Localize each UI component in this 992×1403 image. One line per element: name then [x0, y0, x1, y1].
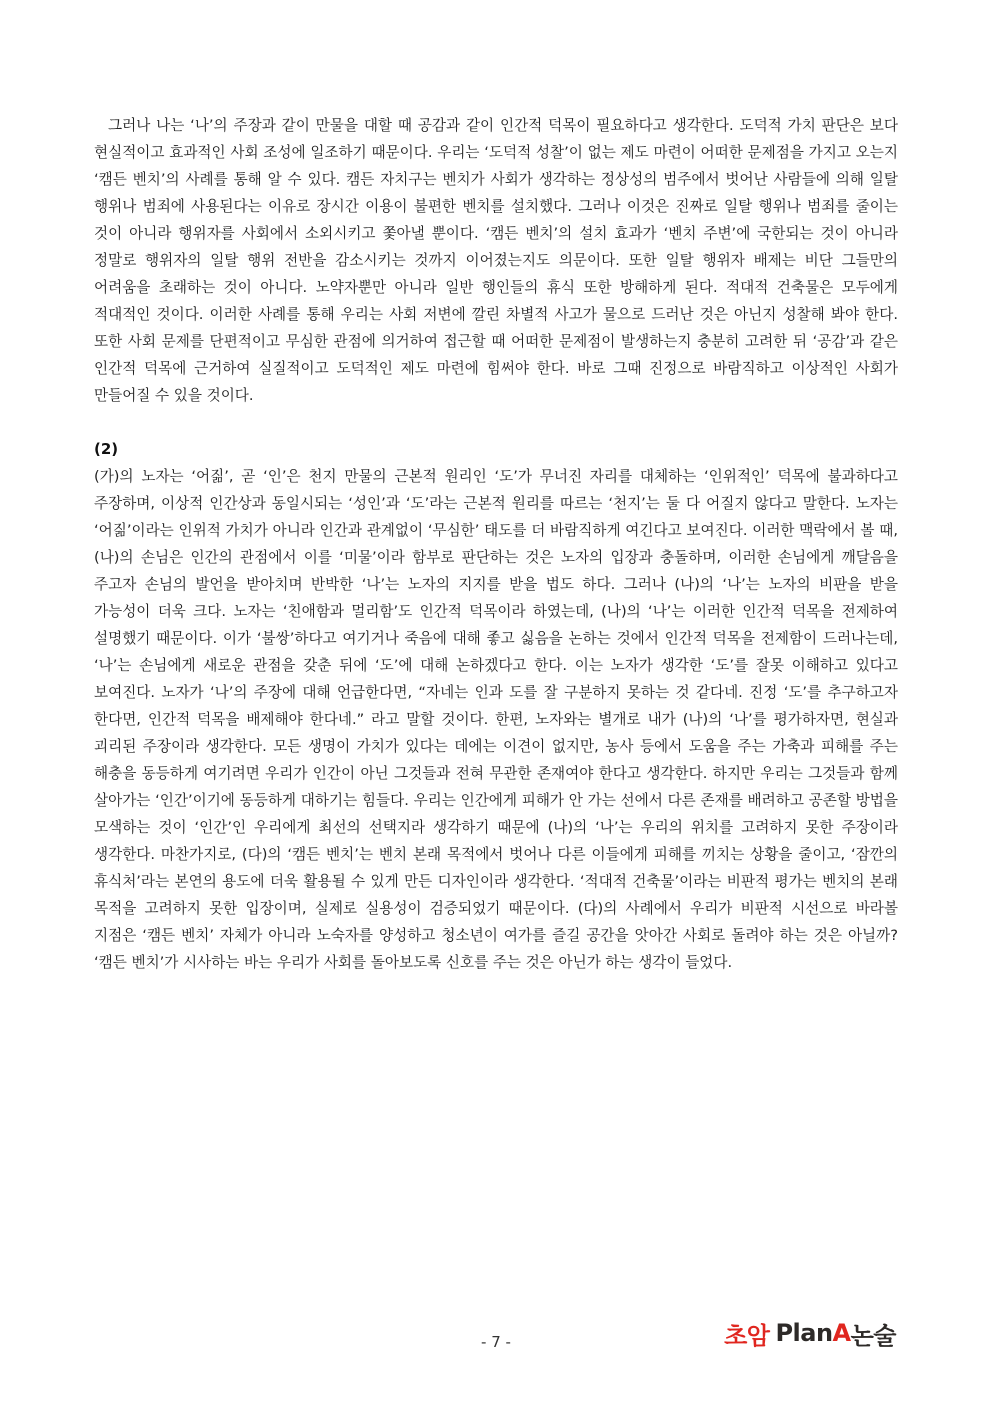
brand-logo-part-plan: Plan — [775, 1319, 833, 1347]
brand-logo — [724, 1313, 896, 1353]
brand-logo-part-a: A — [832, 1319, 851, 1347]
brand-logo-part-choam: 초암 — [724, 1321, 770, 1350]
section-label-2: (2) — [94, 439, 119, 458]
brand-logo-part-nonsul: 논술 — [850, 1321, 896, 1350]
page-number: - 7 - — [481, 1333, 511, 1351]
document-body — [94, 112, 898, 976]
paragraph-1: 그러나 나는 ‘나’의 주장과 같이 만물을 대할 때 공감과 같이 인간적 덕목이 필요하다고 생각한다. 도덕적 가치 판단은 보다 현실적이고 효과적인 사회 조성에 일조하기 때문이다. 우리는 ‘도덕적 성찰’이 없는 제도 마련이 어떠한 문제점을 가지고 오는지 ‘캠든 벤치’의 사례를 통해 알 수 있다. 캠든 자치구는 벤치가 사회가 생각하는 정상성의 범주에서 벗어난 사람들에 의해 일탈 행위나 범죄에 사용된다는 이유로 장시간 이용이 불편한 벤치를 설치했다. 그러나 이것은 진짜로 일탈 행위나 범죄를 줄이는 것이 아니라 행위자를 사회에서 소외시키고 쫓아낼 뿐이다. ‘캠든 벤치’의 설치 효과가 ‘벤치 주변’에 국한되는 것이 아니라 정말로 행위자의 일탈 행위 전반을 감소시키는 것까지 이어졌는지도 의문이다. 또한 일탈 행위자 배제는 비단 그들만의 어려움을 초래하는 것이 아니다. 노약자뿐만 아니라 일반 행인들의 휴식 또한 방해하게 된다. 적대적 건축물은 모두에게 적대적인 것이다. 이러한 사례를 통해 우리는 사회 저변에 깔린 차별적 사고가 물으로 드러난 것은 아닌지 성찰해 봐야 한다. 또한 사회 문제를 단편적이고 무심한 관점에 의거하여 접근할 때 어떠한 문제점이 발생하는지 충분히 고려한 뒤 ‘공감’과 같은 인간적 덕목에 근거하여 실질적이고 도덕적인 제도 마련에 힘써야 한다. 바로 그때 진정으로 바람직하고 이상적인 사회가 만들어질 수 있을 것이다. — [94, 117, 898, 405]
paragraph-2: (가)의 노자는 ‘어짊’, 곧 ‘인’은 천지 만물의 근본적 원리인 ‘도’가 무너진 자리를 대체하는 ‘인위적인’ 덕목에 불과하다고 주장하며, 이상적 인간상과 동일시되는 ‘성인’과 ‘도’라는 근본적 원리를 따르는 ‘천지’는 둘 다 어질지 않다고 말한다. 노자는 ‘어짊’이라는 인위적 가치가 아니라 인간과 관계없이 ‘무심한’ 태도를 더 바람직하게 여긴다고 보여진다. 이러한 맥락에서 볼 때, (나)의 손님은 인간의 관점에서 이를 ‘미물’이라 함부로 판단하는 것은 노자의 입장과 충돌하며, 이러한 손님에게 깨달음을 주고자 손님의 발언을 받아치며 반박한 ‘나’는 노자의 지지를 받을 법도 하다. 그러나 (나)의 ‘나’는 노자의 비판을 받을 가능성이 더욱 크다. 노자는 ‘친애함과 멀리함’도 인간적 덕목이라 하였는데, (나)의 ‘나’는 이러한 인간적 덕목을 전제하여 설명했기 때문이다. 이가 ‘불쌍’하다고 여기거나 죽음에 대해 좋고 싫음을 논하는 것에서 인간적 덕목을 전제함이 드러나는데, ‘나’는 손님에게 새로운 관점을 갖춘 뒤에 ‘도’에 대해 논하겠다고 한다. 이는 노자가 생각한 ‘도’를 잘못 이해하고 있다고 보여진다. 노자가 ‘나’의 주장에 대해 언급한다면, “자네는 인과 도를 잘 구분하지 못하는 것 같다네. 진정 ‘도’를 추구하고자 한다면, 인간적 덕목을 배제해야 한다네.” 라고 말할 것이다. 한편, 노자와는 별개로 내가 (나)의 ‘나’를 평가하자면, 현실과 괴리된 주장이라 생각한다. 모든 생명이 가치가 있다는 데에는 이견이 없지만, 농사 등에서 도움을 주는 가축과 피해를 주는 해충을 동등하게 여기려면 우리가 인간이 아닌 그것들과 전혀 무관한 존재여야 한다고 생각한다. 하지만 우리는 그것들과 함께 살아가는 ‘인간’이기에 동등하게 대하기는 힘들다. 우리는 인간에게 피해가 안 가는 선에서 다른 존재를 배려하고 공존할 방법을 모색하는 것이 ‘인간’인 우리에게 최선의 선택지라 생각하기 때문에 (나)의 ‘나’는 우리의 위치를 고려하지 못한 주장이라 생각한다. 마찬가지로, (다)의 ‘캠든 벤치’는 벤치 본래 목적에서 벗어나 다른 이들에게 피해를 끼치는 상황을 줄이고, ‘잠깐의 휴식처’라는 본연의 용도에 더욱 활용될 수 있게 만든 디자인이라 생각한다. ‘적대적 건축물’이라는 비판적 평가는 벤치의 본래 목적을 고려하지 못한 입장이며, 실제로 실용성이 검증되었기 때문이다. (다)의 사례에서 우리가 비판적 시선으로 바라볼 지점은 ‘캠든 벤치’ 자체가 아니라 노숙자를 양성하고 청소년이 여가를 즐길 공간을 앗아간 사회로 돌려야 하는 것은 아닐까? ‘캠든 벤치’가 시사하는 바는 우리가 사회를 돌아보도록 신호를 주는 것은 아닌가 하는 생각이 들었다. — [94, 467, 898, 972]
